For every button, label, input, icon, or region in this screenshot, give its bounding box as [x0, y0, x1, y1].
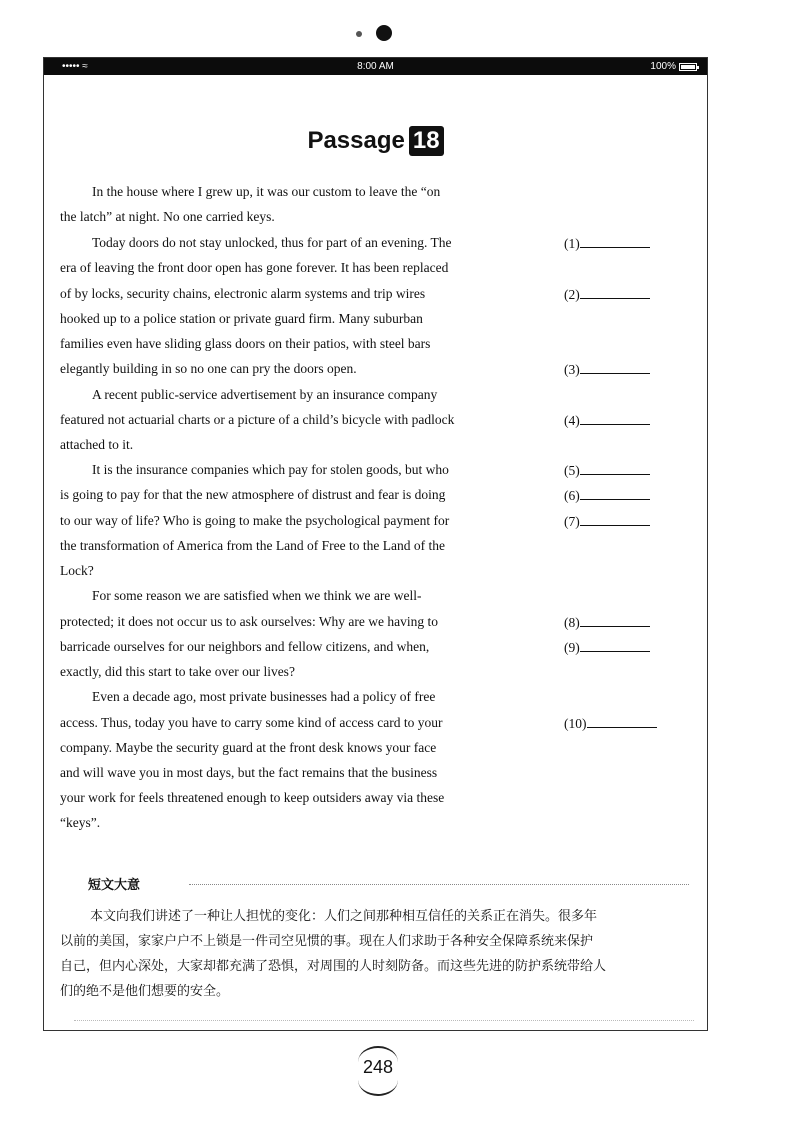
passage-line: For some reason we are satisfied when we think we are well-	[92, 588, 422, 603]
blank-number: (1)	[564, 236, 580, 251]
blank-number: (5)	[564, 463, 580, 478]
answer-blank[interactable]	[564, 487, 650, 504]
passage-line: the transformation of America from the Land of Free to the Land of the	[60, 538, 445, 553]
blank-line[interactable]	[580, 412, 650, 425]
passage-line: elegantly building in so no one can pry the doors open.	[60, 361, 357, 376]
passage-line: company. Maybe the security guard at the front desk knows your face	[60, 740, 437, 755]
passage-line: protected; it does not occur us to ask ourselves: Why are we having to	[60, 614, 439, 629]
passage-line: A recent public-service advertisement by an insurance company	[92, 387, 438, 402]
page-number-ornament	[358, 1080, 398, 1096]
camera-sensor-icon	[356, 31, 362, 37]
passage-line: and will wave you in most days, but the fact remains that the business	[60, 765, 438, 780]
battery-percent: 100%	[650, 61, 676, 72]
blank-number: (3)	[564, 362, 580, 377]
answer-blank[interactable]	[564, 614, 650, 631]
battery-indicator	[650, 58, 697, 75]
passage-line: to our way of life? Who is going to make the psychological payment for	[60, 513, 450, 528]
blank-number: (8)	[564, 615, 580, 630]
summary-divider	[189, 884, 689, 885]
blank-number: (2)	[564, 287, 580, 302]
passage-line: era of leaving the front door open has gone forever. It has been replaced	[60, 260, 449, 275]
passage-line: barricade ourselves for our neighbors and fellow citizens, and when,	[60, 639, 430, 654]
summary-bottom-divider	[74, 1020, 694, 1021]
front-camera	[356, 24, 396, 44]
passage-line: featured not actuarial charts or a picture of a child’s bicycle with padlock	[60, 412, 455, 427]
passage-number-badge: 18	[409, 126, 444, 156]
passage-line: attached to it.	[60, 437, 134, 452]
answer-blank[interactable]	[564, 639, 650, 656]
clock: 8:00 AM	[357, 61, 394, 72]
summary-line: 自己，但内心深处，大家却都充满了恐惧，对周围的人时刻防备。而这些先进的防护系统带给人	[60, 959, 607, 974]
summary-line: 本文向我们讲述了一种让人担忧的变化：人们之间那种相互信任的关系正在消失。很多年	[90, 909, 598, 924]
blank-number: (6)	[564, 488, 580, 503]
passage-line: Lock?	[60, 563, 94, 578]
passage-line: access. Thus, today you have to carry some kind of access card to your	[60, 715, 443, 730]
device-screen	[43, 57, 708, 1031]
passage-line: In the house where I grew up, it was our custom to leave the “on	[92, 184, 441, 199]
blank-line[interactable]	[580, 462, 650, 475]
summary-label: 短文大意	[88, 878, 141, 893]
blank-line[interactable]	[580, 487, 650, 500]
blank-line[interactable]	[580, 361, 650, 374]
passage-line: of by locks, security chains, electronic alarm systems and trip wires	[60, 286, 426, 301]
blank-number: (4)	[564, 413, 580, 428]
blank-line[interactable]	[580, 235, 650, 248]
passage-line: Even a decade ago, most private businesses had a policy of free	[92, 689, 436, 704]
blank-number: (10)	[564, 716, 587, 731]
passage-line: It is the insurance companies which pay for stolen goods, but who	[92, 462, 449, 477]
blank-line[interactable]	[580, 614, 650, 627]
passage-line: your work for feels threatened enough to keep outsiders away via these	[60, 790, 445, 805]
summary-line: 以前的美国，家家户户不上锁是一件司空见惯的事。现在人们求助于各种安全保障系统来保护	[60, 934, 594, 949]
blank-line[interactable]	[587, 715, 657, 728]
answer-blank[interactable]	[564, 235, 650, 252]
answer-blank[interactable]	[564, 715, 657, 732]
blank-number: (9)	[564, 640, 580, 655]
answer-blank[interactable]	[564, 412, 650, 429]
answer-blank[interactable]	[564, 513, 650, 530]
passage-title-word: Passage	[307, 127, 405, 154]
answer-blank[interactable]	[564, 462, 650, 479]
passage-line: exactly, did this start to take over our lives?	[60, 664, 295, 679]
passage-line: the latch” at night. No one carried keys.	[60, 209, 275, 224]
summary-line: 们的绝不是他们想要的安全。	[60, 984, 230, 999]
battery-icon	[679, 63, 697, 71]
passage-line: families even have sliding glass doors on their patios, with steel bars	[60, 336, 431, 351]
blank-line[interactable]	[580, 286, 650, 299]
camera-lens-icon	[376, 25, 392, 41]
passage-line: is going to pay for that the new atmosphere of distrust and fear is doing	[60, 487, 446, 502]
answer-blank[interactable]	[564, 286, 650, 303]
blank-line[interactable]	[580, 639, 650, 652]
passage-line: “keys”.	[60, 815, 101, 830]
page-number: 248	[362, 1057, 394, 1077]
signal-indicator: ••••• ≈	[62, 61, 88, 72]
blank-line[interactable]	[580, 513, 650, 526]
status-bar	[44, 58, 707, 75]
passage-title	[44, 126, 707, 156]
answer-blank[interactable]	[564, 361, 650, 378]
passage-line: hooked up to a police station or private guard firm. Many suburban	[60, 311, 423, 326]
passage-line: Today doors do not stay unlocked, thus for part of an evening. The	[92, 235, 452, 250]
blank-number: (7)	[564, 514, 580, 529]
